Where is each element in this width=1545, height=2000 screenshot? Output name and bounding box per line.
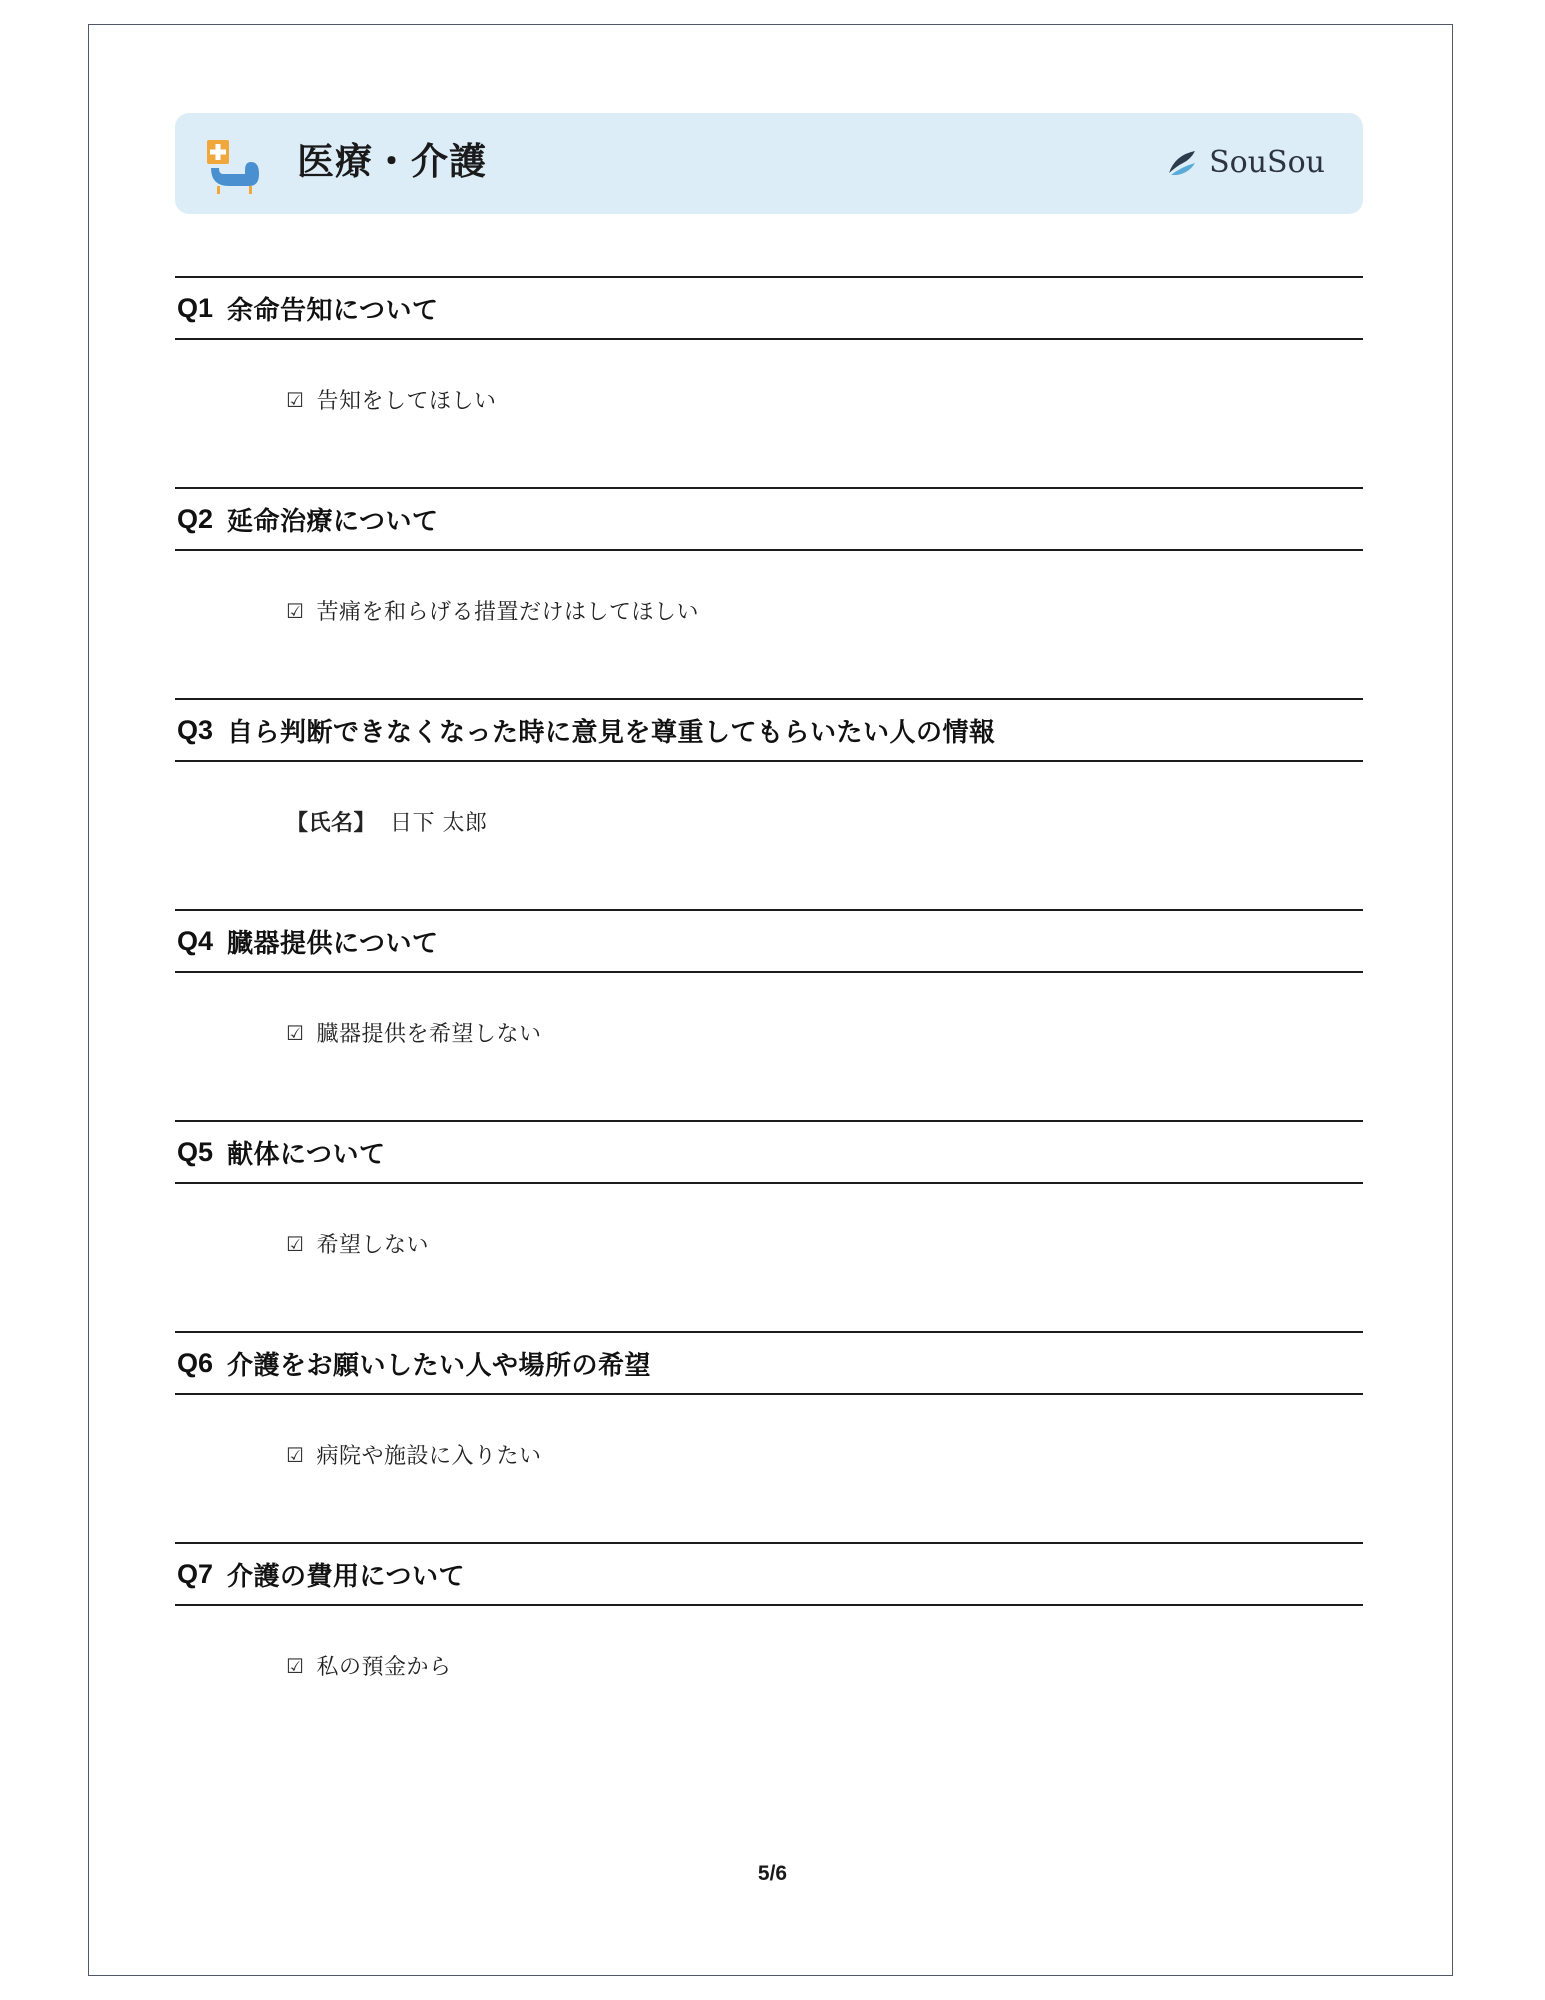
question-section-q4 [175, 909, 1363, 1048]
brand-logo [1165, 141, 1325, 185]
answer [286, 384, 1474, 415]
answer [286, 595, 1474, 626]
checkbox-checked-icon: ☑ [286, 1653, 305, 1678]
answer [286, 1228, 1474, 1259]
page-number: 5/6 [757, 1862, 788, 1885]
question-number: Q6 [177, 1347, 214, 1378]
checkbox-checked-icon: ☑ [286, 387, 305, 412]
question-number: Q3 [177, 714, 214, 745]
question-section-q5 [175, 1120, 1363, 1259]
question-number: Q4 [177, 925, 214, 956]
answer [286, 1017, 1474, 1048]
checkbox-checked-icon: ☑ [286, 1020, 305, 1045]
answer [286, 1650, 1474, 1681]
answer-text: 私の預金から [316, 1655, 452, 1680]
answer-text: 苦痛を和らげる措置だけはしてほしい [316, 600, 699, 625]
question-number: Q1 [177, 292, 214, 323]
question-heading [175, 1542, 1363, 1606]
question-title: 献体について [227, 1139, 386, 1170]
question-title: 介護をお願いしたい人や場所の希望 [227, 1350, 652, 1381]
answer-text: 病院や施設に入りたい [316, 1444, 542, 1469]
question-section-q7 [175, 1542, 1363, 1681]
answer-text: 日下 太郎 [390, 811, 488, 836]
answer-text: 希望しない [316, 1233, 429, 1258]
sofa-medical-icon [203, 138, 267, 196]
question-heading [175, 1120, 1363, 1184]
question-title: 余命告知について [227, 295, 439, 326]
question-section-q3 [175, 698, 1363, 837]
question-heading [175, 487, 1363, 551]
question-section-q6 [175, 1331, 1363, 1470]
answer-text: 告知をしてほしい [316, 389, 497, 414]
question-section-q1 [175, 276, 1363, 415]
leaf-icon [1165, 147, 1199, 179]
checkbox-checked-icon: ☑ [286, 1231, 305, 1256]
page-title: 医療・介護 [297, 140, 487, 183]
question-heading [175, 698, 1363, 762]
field-label: 【氏名】 [286, 811, 377, 836]
question-heading [175, 276, 1363, 340]
question-title: 自ら判断できなくなった時に意見を尊重してもらいたい人の情報 [227, 717, 996, 748]
question-title: 臓器提供について [227, 928, 439, 959]
answer [286, 806, 1474, 837]
question-number: Q5 [177, 1136, 214, 1167]
question-title: 介護の費用について [227, 1561, 466, 1592]
question-title: 延命治療について [227, 506, 439, 537]
answer [286, 1439, 1474, 1470]
question-number: Q7 [177, 1558, 214, 1589]
section-header [175, 113, 1363, 214]
question-heading [175, 909, 1363, 973]
brand-name: SouSou [1209, 145, 1325, 180]
question-section-q2 [175, 487, 1363, 626]
question-heading [175, 1331, 1363, 1395]
checkbox-checked-icon: ☑ [286, 1442, 305, 1467]
answer-text: 臓器提供を希望しない [316, 1022, 542, 1047]
question-number: Q2 [177, 503, 214, 534]
checkbox-checked-icon: ☑ [286, 598, 305, 623]
